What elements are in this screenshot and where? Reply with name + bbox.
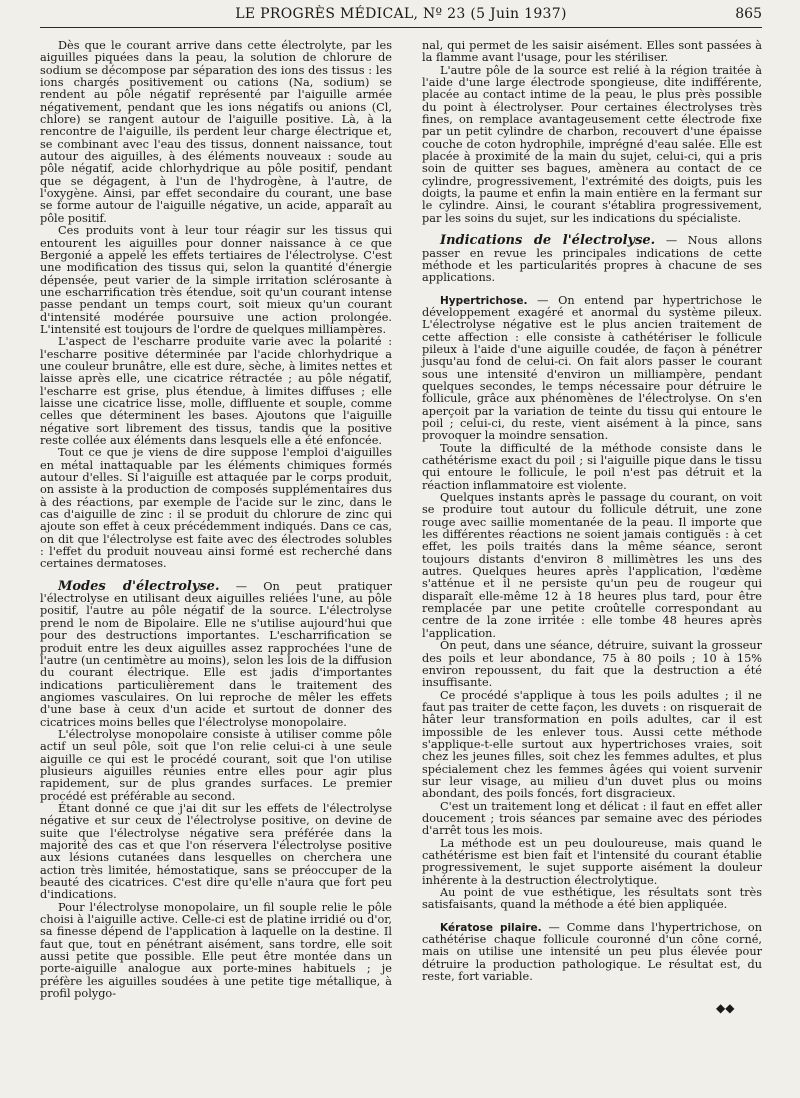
section-heading: Hypertrichose. xyxy=(440,294,528,307)
header-rule xyxy=(40,27,762,28)
left-column xyxy=(40,40,392,1000)
section-paragraph xyxy=(422,922,762,984)
paragraph: Quelques instants après le passage du courant, on voit se produire tout autour du follicule détruit, une zone rouge avec saillie momentanée de la peau. Il importe que les différentes réactions ne soient jamais contiguës : à cet effet, les poils traités dans la même séance, seront toujours distants d'environ 8 millimètres les uns des autres. Quelques heures après l'application, l'œdème s'atténue et il ne persiste qu'un peu de rougeur qui disparaît elle-même 12 à 18 heures plus tard, pour être remplacée par une petite croûtelle correspondant au centre de la zone irritée : elle tombe 48 heures après l'application. xyxy=(422,491,762,640)
paragraph: nal, qui permet de les saisir aisément. Elles sont passées à la flamme avant l'usage, pour les stériliser. xyxy=(422,39,762,65)
running-header xyxy=(40,6,762,24)
section-heading: Kératose pilaire. xyxy=(440,921,542,934)
end-ornament: ◆◆ xyxy=(716,1001,735,1015)
journal-title: LE PROGRÈS MÉDICAL, Nº 23 (5 Juin 1937) xyxy=(235,6,567,22)
section-paragraph xyxy=(40,578,392,729)
paragraph: Toute la difficulté de la méthode consiste dans le cathétérisme exact du poil ; si l'aiguille pique dans le tissu qui entoure le follicule, le poil n'est pas détruit et la réaction inflammatoire est violente. xyxy=(422,441,762,492)
paragraph-text: — Nous allons passer en revue les principales indications de cette méthode et les particularités propres à chacune de ses applications. xyxy=(422,234,762,285)
section-heading: Indications de l'électrolyse. xyxy=(440,233,656,249)
paragraph: L'électrolyse monopolaire consiste à utiliser comme pôle actif un seul pôle, soit que l'on relie celui-ci à une seule aiguille ce qui est le procédé courant, soit que l'on utilise plusieurs aiguilles réunies entre elles pour agir plus rapidement, sur de plus grandes surfaces. Le premier procédé est préférable au second. xyxy=(40,727,392,803)
section-paragraph xyxy=(422,295,762,443)
section-paragraph xyxy=(422,235,762,284)
paragraph-text: — Comme dans l'hypertrichose, on cathétérise chaque follicule couronné d'un cône corné, mais on utilise une intensité un peu plus élevée pour détruire la production pathologique. Le résultat est, du reste, fort variable. xyxy=(422,920,762,984)
paragraph: C'est un traitement long et délicat : il faut en effet aller doucement ; trois séances par semaine avec des périodes d'arrêt tous les mois. xyxy=(422,799,762,838)
paragraph: Dès que le courant arrive dans cette électrolyte, par les aiguilles piquées dans la peau, la solution de chlorure de sodium se décompose par séparation des ions des tissus : les ions chargés positivement ou cations (Na, sodium) se rendent au pôle négatif représenté par l'aiguille armée négativement, pendant que les ions négatifs ou anions (Cl, chlore) se rangent autour de l'aiguille positive. Là, à la rencontre de l'aiguille, ils perdent leur charge électrique et, se combinant avec l'eau des tissus, donnent naissance, tout autour des aiguilles, à des éléments nouveaux : soude au pôle négatif, acide chlorhydrique au pôle positif, pendant que se dégagent, à l'un de l'hydrogène, à l'autre, de l'oxygène. Ainsi, par effet secondaire du courant, une base se forme autour de l'aiguille négative, un acide, apparaît au pôle positif. xyxy=(40,39,392,225)
paragraph: Ce procédé s'applique à tous les poils adultes ; il ne faut pas traiter de cette façon, les duvets : on risquerait de hâter leur transformation en poils adultes, car il est impossible de les enlever tous. Aussi cette méthode s'applique-t-elle surtout aux hypertrichoses vraies, soit chez les jeunes filles, soit chez les femmes adultes, et plus spécialement chez les femmes âgées qui voient survenir sur leur visage, au milieu d'un duvet plus ou moins abondant, des poils foncés, fort disgracieux. xyxy=(422,688,762,801)
paragraph: On peut, dans une séance, détruire, suivant la grosseur des poils et leur abondance, 75 à 80 poils ; 10 à 15% environ repoussent, du fait que la destruction a été insuffisante. xyxy=(422,639,762,690)
paragraph: L'autre pôle de la source est relié à la région traitée à l'aide d'une large électrode spongieuse, dite indifférente, placée au contact intime de la peau, le plus près possible du point à électrolyser. Pour certaines électrolyses très fines, on remplace avantageusement cette électrode fixe par un petit cylindre de charbon, recouvert d'une épaisse couche de coton hydrophile, imprégné d'eau salée. Elle est placée à proximité de la main du sujet, celui-ci, qui a pris soin de quitter ses bagues, amènera au contact de ce cylindre, progressivement, l'extrémité des doigts, puis les doigts, la paume et enfin la main entière en la fermant sur le cylindre. Ainsi, le courant s'établira progressivement, par les soins du sujet, sur les indications du spécialiste. xyxy=(422,63,762,225)
paragraph-text: — On entend par hypertrichose le développement exagéré et anormal du système pileux. L'électrolyse négative est le plus ancien traitement de cette affection : elle consiste à cathétériser le follicule pileux à l'aide d'une aiguille coudée, de façon à pénétrer jusqu'au fond de celui-ci. On fait alors passer le courant sous une intensité d'environ un milliampère, pendant quelques secondes, le temps nécessaire pour détruire le follicule, grâce aux phénomènes de l'électrolyse. On s'en aperçoit par la variation de teinte du tissu qui entoure le poil ; celui-ci, du reste, vient aisément à la pince, sans provoquer la moindre sensation. xyxy=(422,293,762,443)
paragraph: La méthode est un peu douloureuse, mais quand le cathétérisme est bien fait et l'intensité du courant établie progressivement, le sujet supporte aisément la douleur inhérente à la destruction électrolytique. xyxy=(422,836,762,887)
paragraph: Étant donné ce que j'ai dit sur les effets de l'électrolyse négative et sur ceux de l'électrolyse positive, on devine de suite que l'électrolyse négative sera préférée dans la majorité des cas et que l'on réservera l'électrolyse positive aux lésions cutanées dans lesquelles on cherchera une action très limitée, hémostatique, sans se préoccuper de la beauté des cicatrices. C'est dire qu'elle n'aura que fort peu d'indications. xyxy=(40,801,392,902)
paragraph-text: — On peut pratiquer l'électrolyse en utilisant deux aiguilles reliées l'une, au pôle positif, l'autre au pôle négatif de la source. L'électrolyse prend le nom de Bipolaire. Elle ne s'utilise aujourd'hui que pour des destructions importantes. L'escharrification se produit entre les deux aiguilles assez rapprochées l'une de l'autre (un centimètre au moins), selon les lois de la diffusion du courant électrique. Elle est jadis d'importantes indications particulièrement dans le traitement des angiomes vasculaires. On lui reproche de mêler les effets d'une base à ceux d'un acide et surtout de donner des cicatrices moins belles que l'électrolyse monopolaire. xyxy=(40,579,392,729)
paragraph: L'aspect de l'escharre produite varie avec la polarité : l'escharre positive déterminée par l'acide chlorhydrique a une couleur brunâtre, elle est dure, sèche, à limites nettes et laisse après elle, une cicatrice rétractée ; au pôle négatif, l'escharre est grise, plus étendue, à limites diffuses ; elle laisse une cicatrice lisse, molle, diffluente et souple, comme celles que déterminent les bases. Ajoutons que l'aiguille négative sort librement des tissus, tandis que la positive reste collée aux éléments dans lesquels elle a été enfoncée. xyxy=(40,335,392,447)
paragraph: Pour l'électrolyse monopolaire, un fil souple relie le pôle choisi à l'aiguille active. Celle-ci est de platine irridié ou d'or, sa finesse dépend de l'application à laquelle on la destine. Il faut que, tout en pénétrant aisément, sans tordre, elle soit aussi petite que possible. Elle peut être montée dans un porte-aiguille analogue aux porte-mines habituels ; je préfère les aiguilles soudées à une petite tige métallique, à profil polygo- xyxy=(40,900,392,1001)
paragraph: Ces produits vont à leur tour réagir sur les tissus qui entourent les aiguilles pour donner naissance à ce que Bergonié a appelé les effets tertiaires de l'électrolyse. C'est une modification des tissus qui, selon la quantité d'énergie dépensée, peut varier de la simple irritation sclérosante à une escharrification très étendue, soit qu'un courant intense passe pendant un temps court, soit mieux qu'un courant d'intensité modérée poursuive une action prolongée. L'intensité est toujours de l'ordre de quelques milliampères. xyxy=(40,224,392,336)
paragraph: Tout ce que je viens de dire suppose l'emploi d'aiguilles en métal inattaquable par les éléments chimiques formés autour d'elles. Si l'aiguille est attaquée par le corps produit, on assiste à la production de composés supplémentaires dus à des réactions, par exemple de l'acide sur le zinc, dans le cas d'aiguille de zinc : il se produit du chlorure de zinc qui ajoute son effet à ceux précédemment indiqués. Dans ce cas, on dit que l'électrolyse est faite avec des électrodes solubles : l'effet du produit nouveau ainsi formé est recherché dans certaines dermatoses. xyxy=(40,446,392,571)
section-heading: Modes d'électrolyse. xyxy=(58,578,220,594)
paragraph: Au point de vue esthétique, les résultats sont très satisfaisants, quand la méthode a été bien appliquée. xyxy=(422,886,762,912)
right-column xyxy=(422,40,762,983)
page-number: 865 xyxy=(735,6,762,22)
